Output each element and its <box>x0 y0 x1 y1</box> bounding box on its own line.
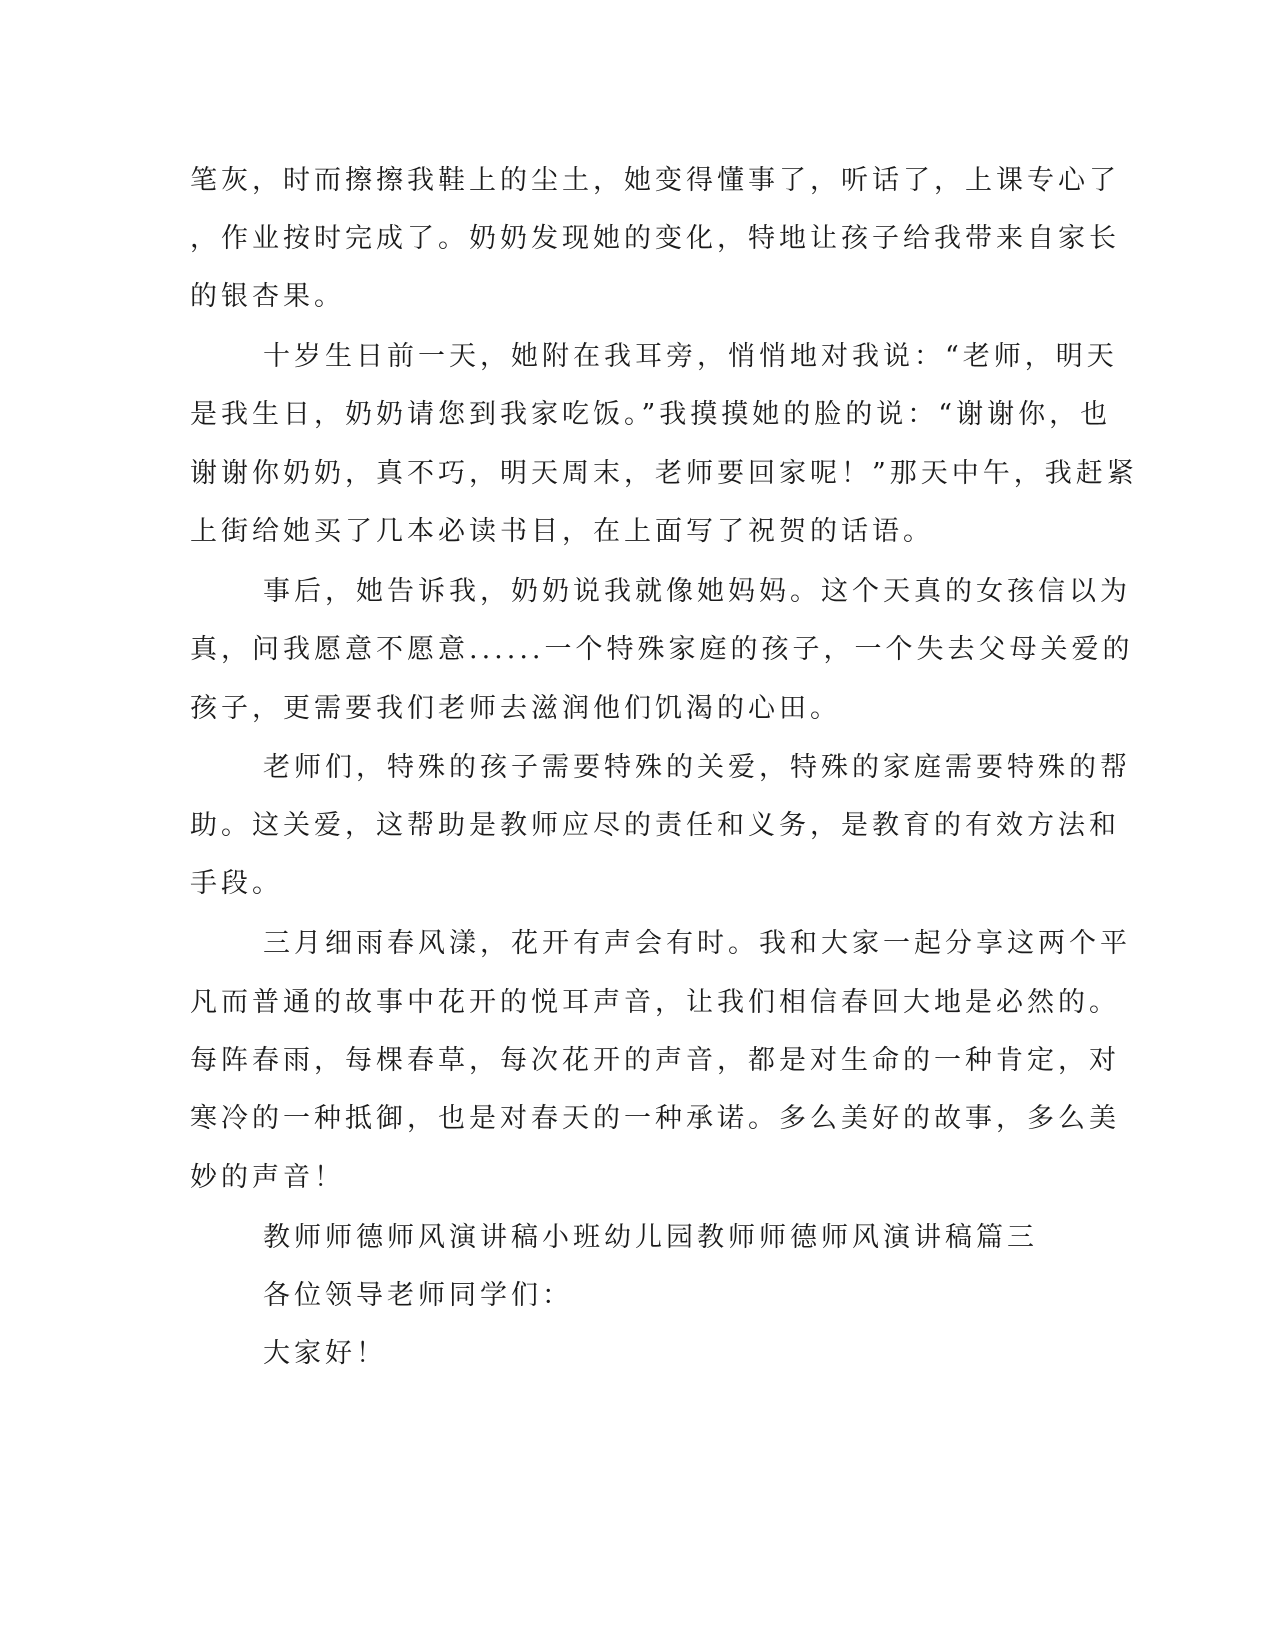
text-line: 每阵春雨，每棵春草，每次花开的声音，都是对生命的一种肯定，对 <box>190 1045 1120 1076</box>
text-line: 凡而普通的故事中花开的悦耳声音，让我们相信春回大地是必然的。 <box>190 987 1120 1018</box>
text-line: ，作业按时完成了。奶奶发现她的变化，特地让孩子给我带来自家长 <box>190 223 1120 254</box>
text-line: 笔灰，时而擦擦我鞋上的尘土，她变得懂事了，听话了，上课专心了 <box>190 165 1120 196</box>
section-heading: 教师师德师风演讲稿小班幼儿园教师师德师风演讲稿篇三 <box>263 1222 1038 1253</box>
salutation: 各位领导老师同学们： <box>263 1280 573 1311</box>
text-line: 三月细雨春风漾，花开有声会有时。我和大家一起分享这两个平 <box>263 928 1131 959</box>
text-line: 事后，她告诉我，奶奶说我就像她妈妈。这个天真的女孩信以为 <box>263 576 1131 607</box>
text-line: 孩子，更需要我们老师去滋润他们饥渴的心田。 <box>190 693 841 724</box>
text-line: 妙的声音！ <box>190 1162 345 1193</box>
text-line: 真，问我愿意不愿意......一个特殊家庭的孩子，一个失去父母关爱的 <box>190 634 1134 665</box>
text-line: 寒冷的一种抵御，也是对春天的一种承诺。多么美好的故事，多么美 <box>190 1103 1120 1134</box>
text-line: 的银杏果。 <box>190 281 345 312</box>
text-line: 是我生日，奶奶请您到我家吃饭。”我摸摸她的脸的说：“谢谢你，也 <box>190 399 1112 430</box>
text-line: 助。这关爱，这帮助是教师应尽的责任和义务，是教育的有效方法和 <box>190 810 1120 841</box>
greeting: 大家好！ <box>263 1338 387 1369</box>
text-line: 老师们，特殊的孩子需要特殊的关爱，特殊的家庭需要特殊的帮 <box>263 752 1131 783</box>
text-line: 十岁生日前一天，她附在我耳旁，悄悄地对我说：“老师，明天 <box>263 341 1118 372</box>
text-line: 谢谢你奶奶，真不巧，明天周末，老师要回家呢！”那天中午，我赶紧 <box>190 458 1138 489</box>
text-line: 手段。 <box>190 868 283 899</box>
text-line: 上街给她买了几本必读书目，在上面写了祝贺的话语。 <box>190 516 934 547</box>
